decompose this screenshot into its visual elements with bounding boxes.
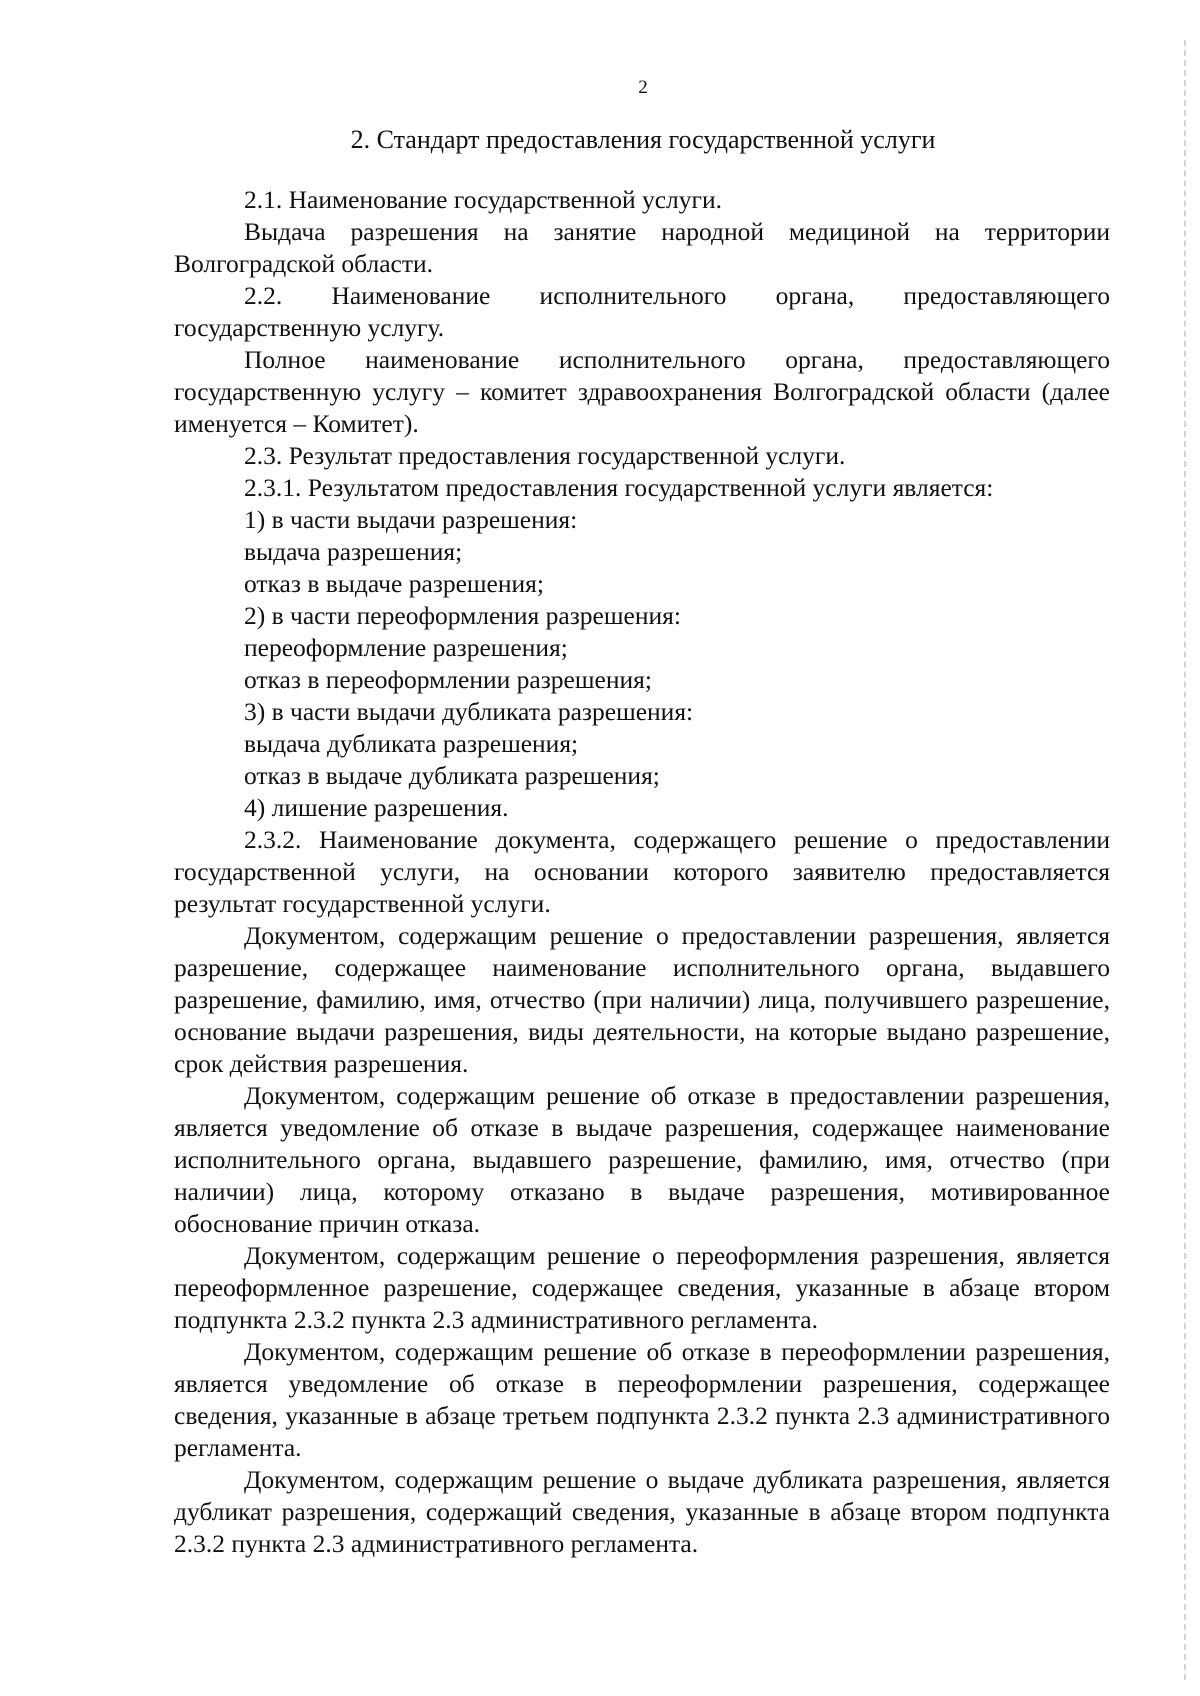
document-body <box>174 184 1110 1560</box>
paragraph-authority-name: Полное наименование исполнительного органа, предоставляющего государственную услугу – комитет здравоохранения Волгоградской области (далее именуется – Комитет). <box>174 345 1110 438</box>
paragraph-2-2: 2.2. Наименование исполнительного органа, предоставляющего государственную услугу. <box>174 281 1110 342</box>
paragraph-decision-grant: Документом, содержащим решение о предоставлении разрешения, является разрешение, содержащее наименование исполнительного органа, выдавшего разрешение, фамилию, имя, отчество (при наличии) лица, получившего разрешение, основание выдачи разрешения, виды деятельности, на которые выдано разрешение, срок действия разрешения. <box>174 921 1110 1078</box>
list-item-2a: переоформление разрешения; <box>244 633 568 662</box>
list-item-1b: отказ в выдаче разрешения; <box>244 569 544 598</box>
paragraph-2-3: 2.3. Результат предоставления государственной услуги. <box>244 441 846 470</box>
paragraph-2-3-2: 2.3.2. Наименование документа, содержащего решение о предоставлении государственной услуги, на основании которого заявителю предоставляется результат государственной услуги. <box>174 825 1110 918</box>
paragraph-decision-reissue-refusal: Документом, содержащим решение об отказе в переоформлении разрешения, является уведомление об отказе в переоформлении разрешения, содержащее сведения, указанные в абзаце третьем подпункта 2.3.2 пункта 2.3 административного регламента. <box>174 1337 1110 1462</box>
list-item-3a: выдача дубликата разрешения; <box>244 729 579 758</box>
paragraph-decision-duplicate: Документом, содержащим решение о выдаче дубликата разрешения, является дубликат разрешения, содержащий сведения, указанные в абзаце втором подпункта 2.3.2 пункта 2.3 административного регламента. <box>174 1465 1110 1558</box>
paragraph-decision-reissue: Документом, содержащим решение о переоформления разрешения, является переоформленное разрешение, содержащее сведения, указанные в абзаце втором подпункта 2.3.2 пункта 2.3 административного регламента. <box>174 1241 1110 1334</box>
list-item-3b: отказ в выдаче дубликата разрешения; <box>244 761 660 790</box>
list-item-1: 1) в части выдачи разрешения: <box>244 505 578 534</box>
page-number: 2 <box>638 77 648 98</box>
list-item-2b: отказ в переоформлении разрешения; <box>244 665 652 694</box>
section-title: 2. Стандарт предоставления государственной услуги <box>350 125 936 154</box>
list-item-2: 2) в части переоформления разрешения: <box>244 601 681 630</box>
scan-edge-marks <box>1184 40 1186 1680</box>
paragraph-service-name: Выдача разрешения на занятие народной медициной на территории Волгоградской области. <box>174 217 1110 278</box>
list-item-3: 3) в части выдачи дубликата разрешения: <box>244 697 694 726</box>
paragraph-2-3-1: 2.3.1. Результатом предоставления государственной услуги является: <box>244 473 994 502</box>
paragraph-2-1: 2.1. Наименование государственной услуги. <box>244 185 723 214</box>
list-item-1a: выдача разрешения; <box>244 537 463 566</box>
list-item-4: 4) лишение разрешения. <box>244 793 509 822</box>
paragraph-decision-refusal: Документом, содержащим решение об отказе в предоставлении разрешения, является уведомление об отказе в выдаче разрешения, содержащее наименование исполнительного органа, выдавшего разрешение, фамилию, имя, отчество (при наличии) лица, которому отказано в выдаче разрешения, мотивированное обоснование причин отказа. <box>174 1081 1110 1238</box>
